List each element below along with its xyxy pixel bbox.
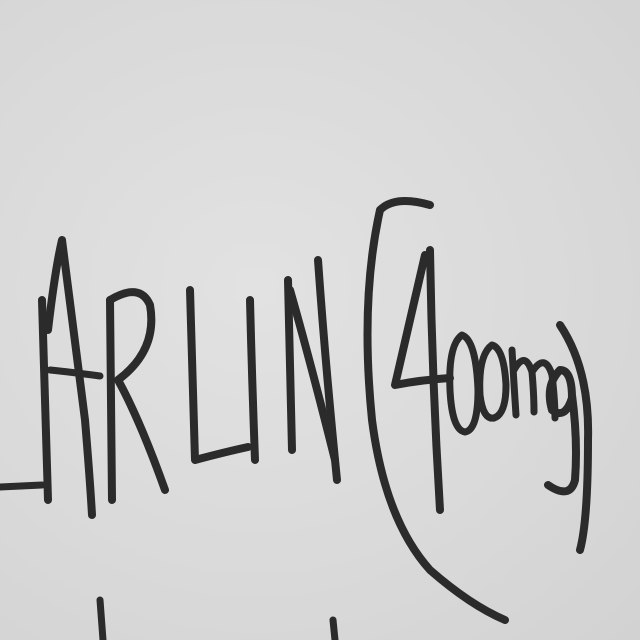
stroke-letter-R [110,300,112,500]
stroke-letter-g [548,370,576,491]
stroke-digit-4 [395,255,450,385]
stroke-letter-I [250,300,255,460]
stroke-digit-0-first [450,335,478,432]
stroke-digit-0-second [480,345,506,418]
stroke-bottom-mark-left [100,600,103,640]
ink-strokes [0,201,588,640]
stroke-leading-dash [0,485,42,487]
stroke-bottom-mark-right [333,620,335,640]
stroke-letter-L [190,290,248,460]
